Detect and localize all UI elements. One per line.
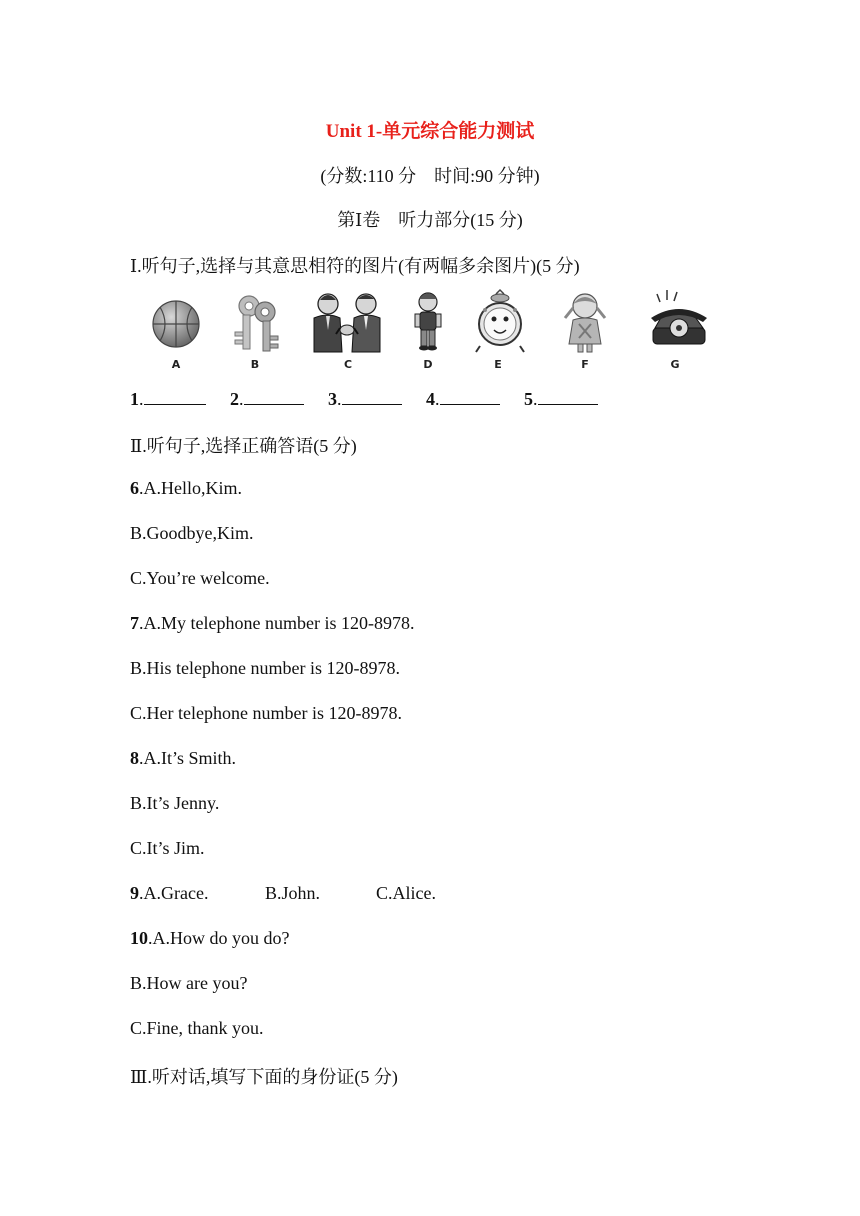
handshake-men-icon — [308, 288, 388, 358]
answer-2[interactable]: 2. — [230, 389, 324, 409]
page-title: Unit 1-单元综合能力测试 — [325, 121, 535, 142]
volume-heading: 第Ⅰ卷 听力部分(15 分) — [337, 210, 523, 230]
picture-label: D — [423, 358, 433, 371]
telephone-icon — [635, 288, 715, 358]
picture-row — [140, 288, 720, 374]
q6-option-a: 6.A.Hello,Kim. — [130, 478, 242, 498]
q6-option-c: C.You’re welcome. — [130, 568, 270, 588]
picture-label: B — [250, 358, 260, 371]
alarm-clock-icon — [458, 288, 538, 358]
answer-blanks-row — [130, 388, 598, 410]
picture-d — [388, 288, 468, 374]
q10-option-c: C.Fine, thank you. — [130, 1018, 264, 1038]
picture-label: E — [494, 358, 502, 371]
section1-heading: Ⅰ.听句子,选择与其意思相符的图片(有两幅多余图片)(5 分) — [130, 256, 580, 276]
q8-option-b: B.It’s Jenny. — [130, 793, 220, 813]
picture-label: G — [670, 358, 680, 371]
q7-option-c: C.Her telephone number is 120-8978. — [130, 703, 402, 723]
keys-icon — [215, 288, 295, 358]
picture-g — [635, 288, 715, 374]
q10-option-b: B.How are you? — [130, 973, 248, 993]
q10-option-a: 10.A.How do you do? — [130, 928, 290, 948]
picture-label: C — [343, 358, 353, 371]
picture-b — [215, 288, 295, 374]
q8-option-a: 8.A.It’s Smith. — [130, 748, 237, 768]
q8-option-c: C.It’s Jim. — [130, 838, 205, 858]
q9-options: 9.A.Grace. B.John. C.Alice. — [130, 883, 436, 903]
boy-icon — [388, 288, 468, 358]
answer-4[interactable]: 4. — [426, 389, 520, 409]
picture-label: A — [171, 358, 181, 371]
q6-option-b: B.Goodbye,Kim. — [130, 523, 254, 543]
picture-label: F — [581, 358, 589, 371]
score-time-info: (分数:110 分 时间:90 分钟) — [320, 166, 540, 186]
picture-c — [308, 288, 388, 374]
picture-a — [136, 288, 216, 374]
section2-heading: Ⅱ.听句子,选择正确答语(5 分) — [130, 436, 357, 456]
answer-1[interactable]: 1. — [130, 389, 226, 409]
girl-icon — [545, 288, 625, 358]
answer-5[interactable]: 5. — [524, 389, 598, 409]
answer-3[interactable]: 3. — [328, 389, 422, 409]
basketball-icon — [136, 288, 216, 358]
picture-e — [458, 288, 538, 374]
section3-heading: Ⅲ.听对话,填写下面的身份证(5 分) — [130, 1067, 398, 1087]
q7-option-a: 7.A.My telephone number is 120-8978. — [130, 613, 415, 633]
picture-f — [545, 288, 625, 374]
q7-option-b: B.His telephone number is 120-8978. — [130, 658, 400, 678]
